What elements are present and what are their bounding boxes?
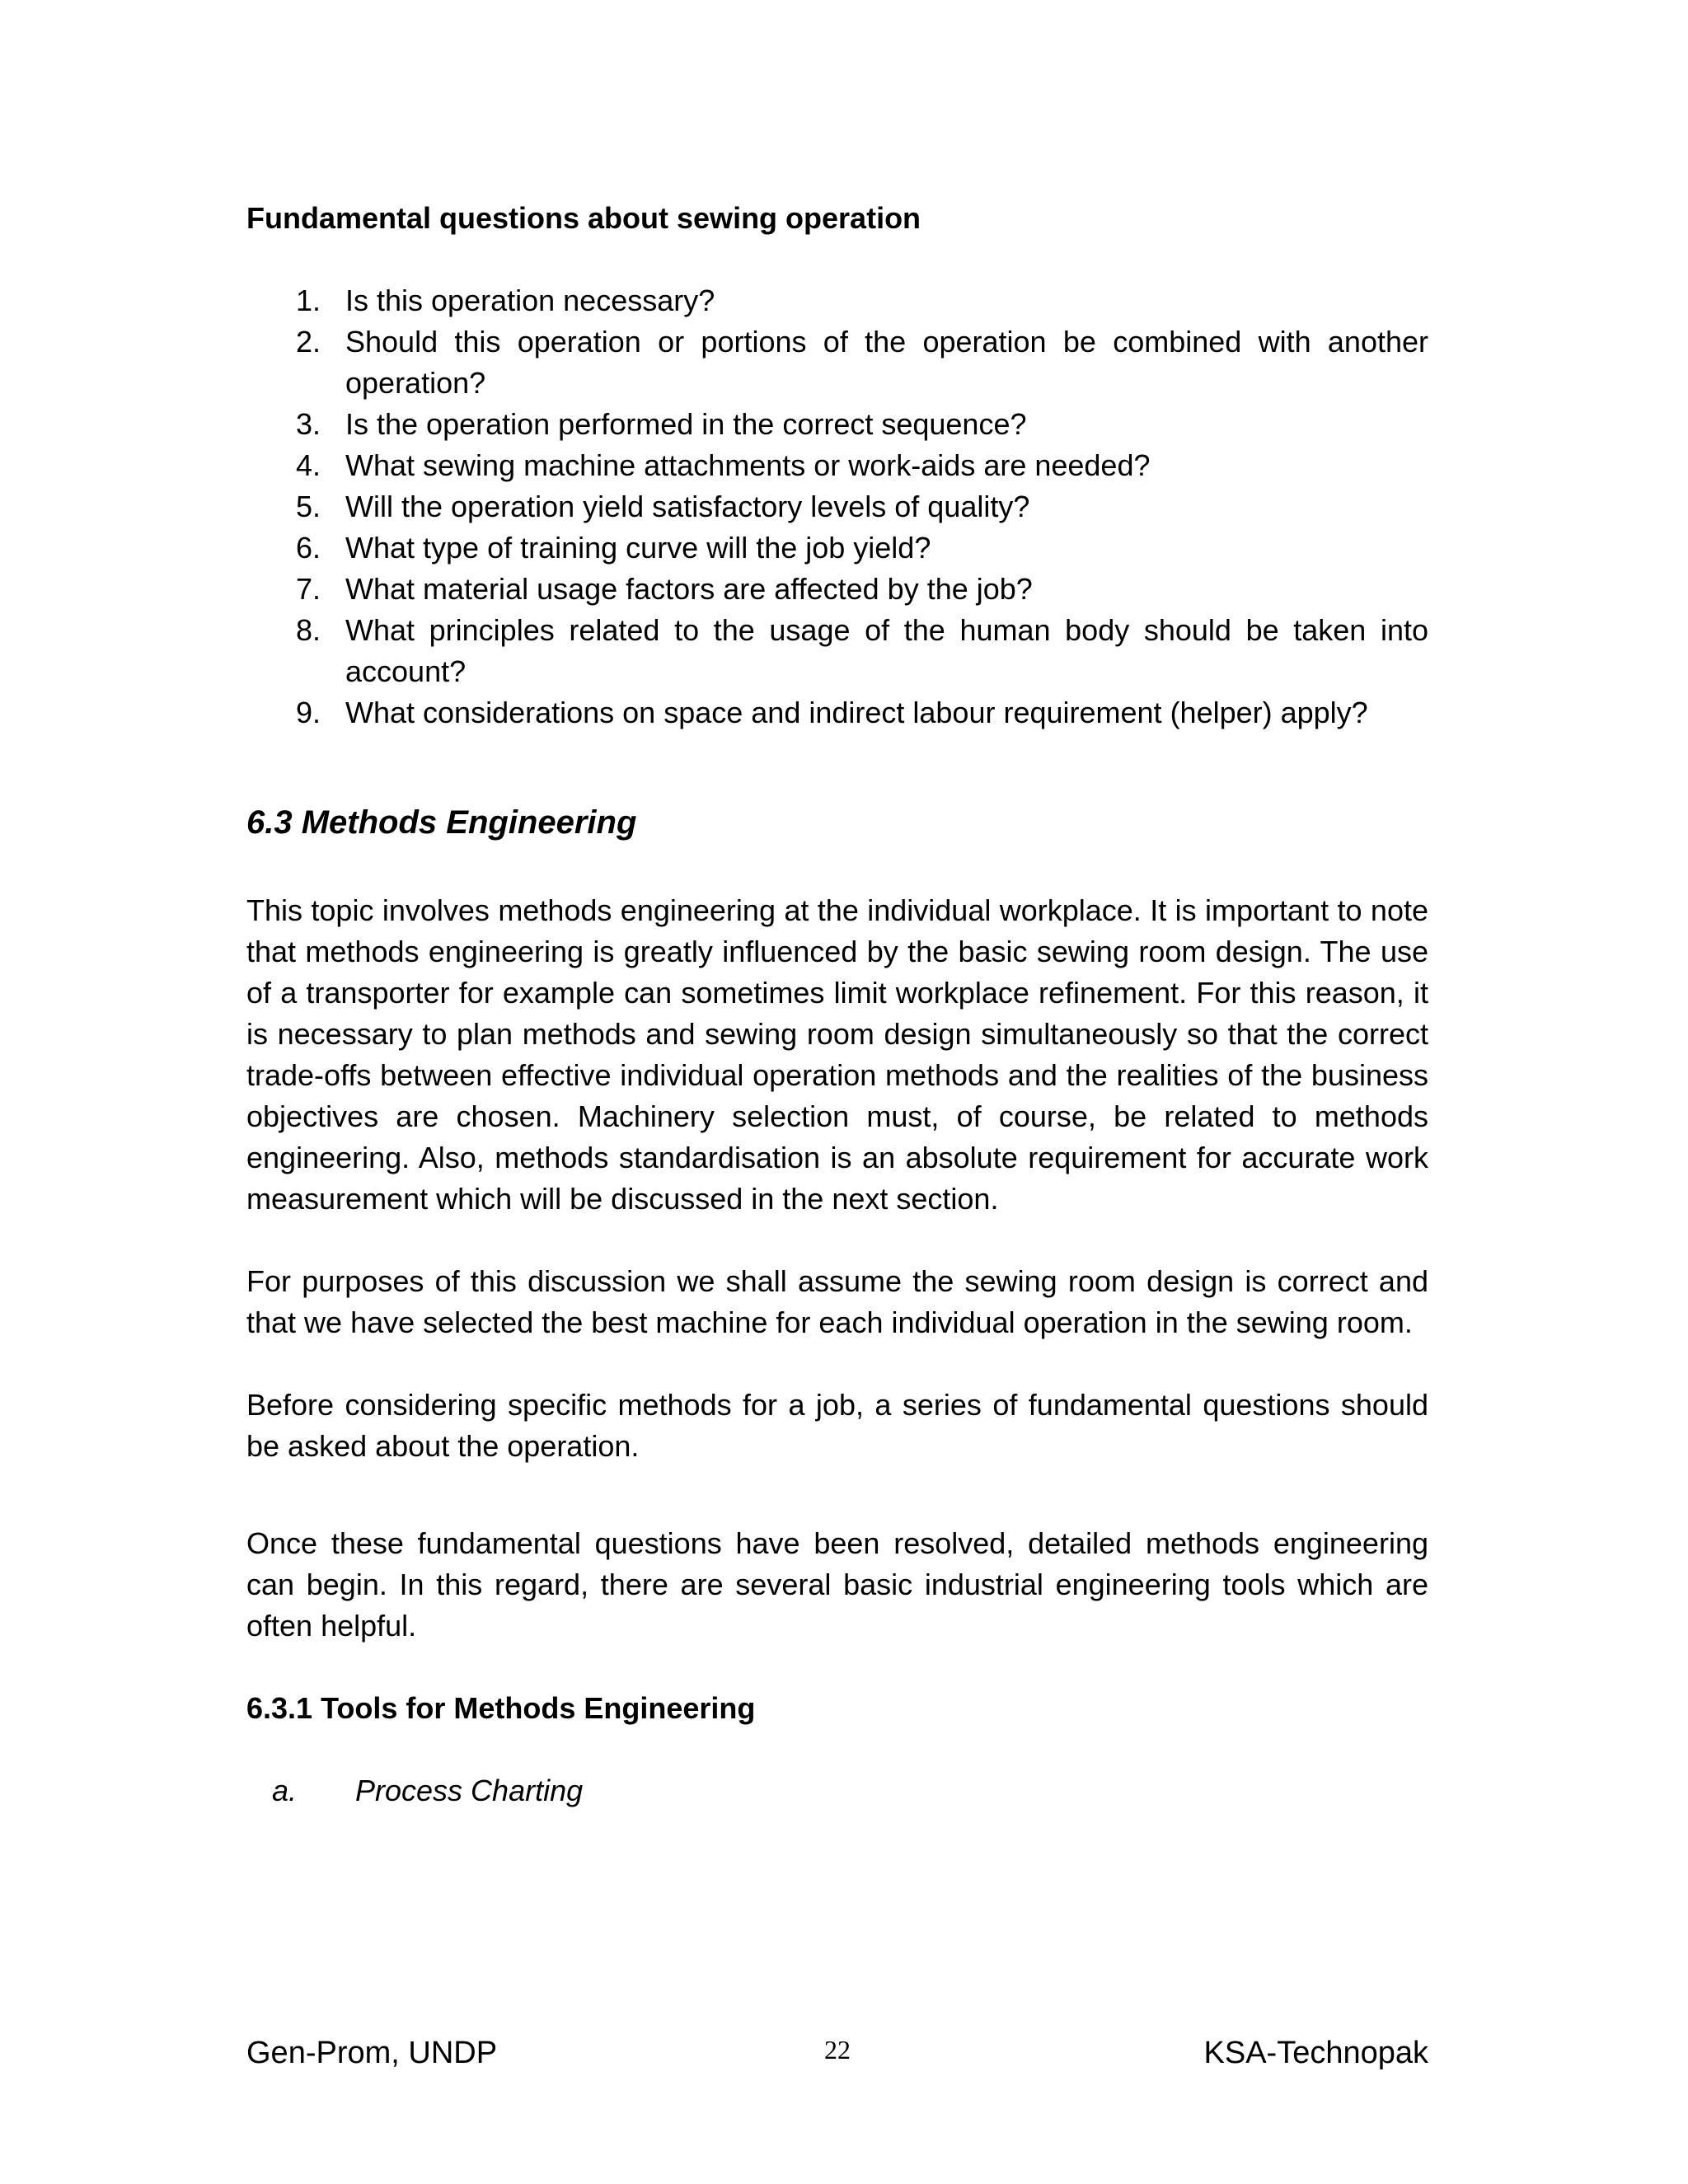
question-text: What considerations on space and indirect labour requirement (helper) apply?: [345, 696, 1368, 729]
question-number: 9.: [296, 696, 321, 729]
footer-left-text: Gen-Prom, UNDP: [246, 2036, 498, 2070]
question-number: 6.: [296, 531, 321, 565]
subitem-process-charting: [246, 1770, 1428, 1811]
page-footer: [246, 2032, 1428, 2074]
question-text: Is the operation performed in the correct sequence?: [345, 407, 1027, 441]
question-number: 7.: [296, 572, 321, 606]
fundamental-questions-heading: Fundamental questions about sewing operation: [246, 201, 921, 235]
paragraph-methods-intro: This topic involves methods engineering at the individual workplace. It is important to note that methods engineering is greatly influenced by the basic sewing room design. The use of a transporter for example can sometimes limit workplace refinement. For this reason, it is necessary to plan methods and sewing room design simultaneously so that the correct trade-offs between effective individual operation methods and the realities of the business objectives are chosen. Machinery selection must, of course, be related to methods engineering. Also, methods standardisation is an absolute requirement for accurate work measurement which will be discussed in the next section.: [246, 893, 1428, 1216]
question-item: [246, 404, 1428, 445]
page-number: 22: [824, 2035, 851, 2064]
question-text: What type of training curve will the job yield?: [345, 531, 931, 565]
question-item: [246, 692, 1428, 733]
question-number: 8.: [296, 613, 321, 647]
question-item: [246, 569, 1428, 610]
question-item: [246, 280, 1428, 321]
question-item: [246, 610, 1428, 692]
footer-right-text: KSA-Technopak: [1203, 2036, 1428, 2070]
question-text: What principles related to the usage of the human body should be taken into account?: [345, 613, 1428, 688]
question-item: [246, 486, 1428, 527]
question-number: 1.: [296, 284, 321, 317]
question-text: Should this operation or portions of the operation be combined with another operation?: [345, 325, 1428, 400]
question-number: 4.: [296, 448, 321, 482]
paragraph-fundamental-questions: Before considering specific methods for a job, a series of fundamental questions should be asked about the operation.: [246, 1388, 1428, 1463]
question-item: [246, 527, 1428, 569]
question-number: 2.: [296, 325, 321, 359]
question-text: What sewing machine attachments or work-aids are needed?: [345, 448, 1151, 482]
question-text: Will the operation yield satisfactory levels of quality?: [345, 490, 1030, 523]
question-number: 3.: [296, 407, 321, 441]
question-item: [246, 445, 1428, 486]
question-text: What material usage factors are affected by the job?: [345, 572, 1033, 606]
question-text: Is this operation necessary?: [345, 284, 715, 317]
page-content: [246, 198, 1428, 1811]
subitem-text: Process Charting: [355, 1774, 584, 1807]
subitem-letter: a.: [272, 1774, 298, 1807]
questions-list: [246, 280, 1428, 733]
paragraph-tools-intro: Once these fundamental questions have been resolved, detailed methods engineering can begin. In this regard, there are several basic industrial engineering tools which are often helpful.: [246, 1526, 1428, 1643]
question-item: [246, 321, 1428, 404]
subsection-title-tools: 6.3.1 Tools for Methods Engineering: [246, 1691, 756, 1725]
paragraph-assumptions: For purposes of this discussion we shall assume the sewing room design is correct and that we have selected the best machine for each individual operation in the sewing room.: [246, 1264, 1428, 1339]
question-number: 5.: [296, 490, 321, 523]
section-title-methods-engineering: 6.3 Methods Engineering: [246, 804, 637, 841]
